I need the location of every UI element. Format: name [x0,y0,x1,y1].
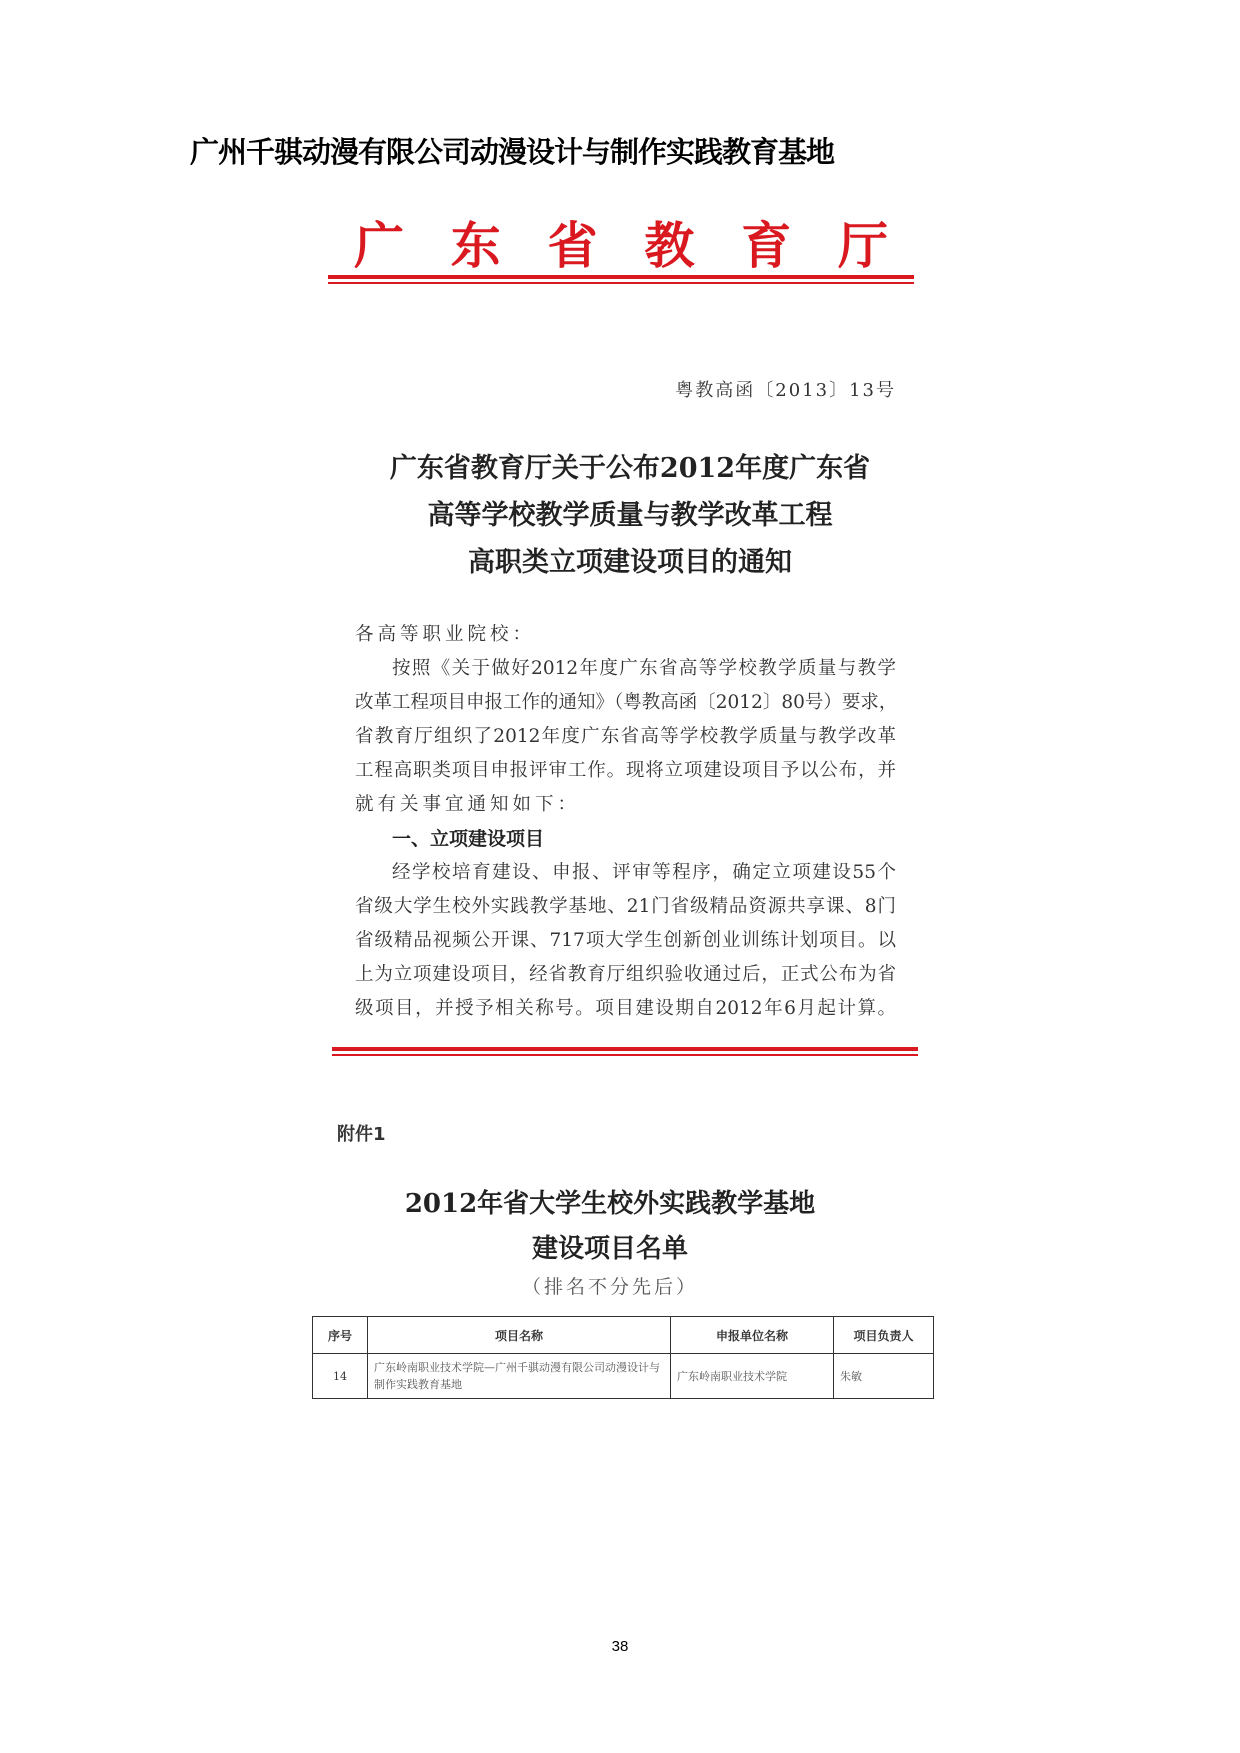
project-table [312,1316,934,1399]
salutation: 各高等职业院校： [355,624,536,645]
cell-project-name: 广东岭南职业技术学院—广州千骐动漫有限公司动漫设计与制作实践教育基地 [368,1354,671,1399]
table-subtitle: （排名不分先后） [521,1276,698,1298]
cell-number: 14 [313,1354,368,1399]
header-cell: 项目名称 [368,1317,671,1354]
letterhead-char: 省 [547,216,598,275]
cell-unit: 广东岭南职业技术学院 [671,1354,834,1399]
notice-title-line: 高等学校教学质量与教学改革工程 [427,500,833,531]
page-title: 广州千骐动漫有限公司动漫设计与制作实践教育基地 [190,135,835,169]
header-cell: 序号 [313,1317,368,1354]
notice-title-line: 高职类立项建设项目的通知 [468,547,792,578]
body-line: 省级精品视频公开课、717项大学生创新创业训练计划项目。以 [355,930,896,951]
body-line: 改革工程项目申报工作的通知》（粤教高函〔2012〕80号）要求， [355,692,898,713]
header-cell: 项目负责人 [834,1317,934,1354]
header-red-line [328,275,914,279]
header-cell: 申报单位名称 [671,1317,834,1354]
table-row [313,1354,934,1399]
letterhead-char: 育 [741,216,792,275]
section-heading: 一、立项建设项目 [392,828,545,850]
body-line: 按照《关于做好2012年度广东省高等学校教学质量与教学 [392,658,896,679]
letterhead [354,206,888,278]
letterhead-char: 广 [354,216,404,275]
notice-title-line: 广东省教育厅关于公布2012年度广东省 [389,453,871,484]
attachment-label: 附件1 [337,1124,386,1145]
document-number: 粤教高函〔2013〕13号 [675,380,896,401]
letterhead-char: 东 [450,216,501,275]
body-line: 经学校培育建设、申报、评审等程序，确定立项建设55个 [392,862,896,883]
body-line: 就有关事宜通知如下： [355,794,581,815]
footer-red-line [332,1047,918,1051]
table-title-line: 建设项目名单 [531,1234,688,1264]
header-red-line-thin [328,282,914,284]
footer-red-line-thin [332,1054,918,1056]
body-line: 上为立项建设项目，经省教育厅组织验收通过后，正式公布为省 [355,964,896,985]
table-header-row [313,1317,934,1354]
letterhead-char: 教 [644,216,695,275]
body-line: 工程高职类项目申报评审工作。现将立项建设项目予以公布，并 [355,760,896,781]
letterhead-char: 厅 [837,216,888,275]
body-line: 省级大学生校外实践教学基地、21门省级精品资源共享课、8门 [355,896,896,917]
body-line: 级项目，并授予相关称号。项目建设期自2012年6月起计算。 [355,998,896,1019]
page-number: 38 [611,1638,629,1655]
cell-leader: 朱敏 [834,1354,934,1399]
table-title-line: 2012年省大学生校外实践教学基地 [404,1189,816,1219]
body-line: 省教育厅组织了2012年度广东省高等学校教学质量与教学改革 [355,726,896,747]
